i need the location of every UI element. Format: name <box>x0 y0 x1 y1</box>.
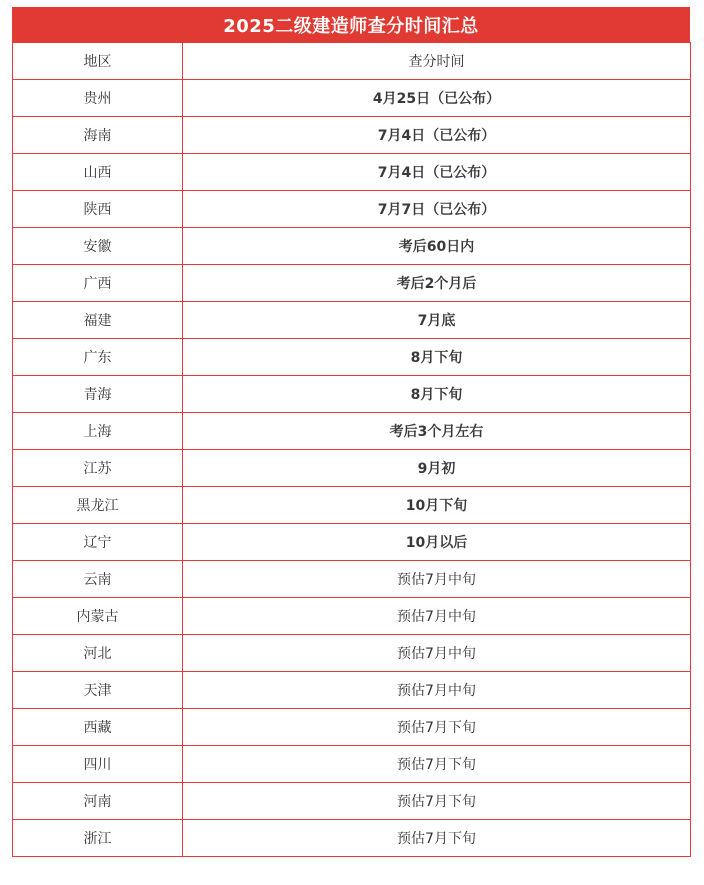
time-cell: 9月初 <box>183 450 691 487</box>
time-cell: 8月下旬 <box>183 339 691 376</box>
header-region: 地区 <box>13 43 183 80</box>
schedule-body <box>13 43 691 857</box>
header-time: 查分时间 <box>183 43 691 80</box>
schedule-grid <box>12 42 691 857</box>
region-cell: 天津 <box>13 672 183 709</box>
table-row <box>13 80 691 117</box>
table-title: 2025二级建造师查分时间汇总 <box>12 7 690 42</box>
table-row <box>13 561 691 598</box>
table-row <box>13 672 691 709</box>
header-row <box>13 43 691 80</box>
region-cell: 海南 <box>13 117 183 154</box>
table-row <box>13 413 691 450</box>
table-row <box>13 339 691 376</box>
table-row <box>13 450 691 487</box>
time-cell: 7月4日（已公布） <box>183 154 691 191</box>
region-cell: 陕西 <box>13 191 183 228</box>
table-row <box>13 709 691 746</box>
score-schedule-table <box>12 7 690 857</box>
region-cell: 内蒙古 <box>13 598 183 635</box>
time-cell: 预估7月下旬 <box>183 746 691 783</box>
table-row <box>13 302 691 339</box>
time-cell: 预估7月中旬 <box>183 561 691 598</box>
region-cell: 西藏 <box>13 709 183 746</box>
region-cell: 黑龙江 <box>13 487 183 524</box>
region-cell: 福建 <box>13 302 183 339</box>
table-row <box>13 487 691 524</box>
region-cell: 青海 <box>13 376 183 413</box>
region-cell: 安徽 <box>13 228 183 265</box>
time-cell: 考后60日内 <box>183 228 691 265</box>
time-cell: 4月25日（已公布） <box>183 80 691 117</box>
time-cell: 预估7月中旬 <box>183 635 691 672</box>
region-cell: 江苏 <box>13 450 183 487</box>
table-row <box>13 117 691 154</box>
table-row <box>13 524 691 561</box>
time-cell: 7月7日（已公布） <box>183 191 691 228</box>
region-cell: 河北 <box>13 635 183 672</box>
region-cell: 贵州 <box>13 80 183 117</box>
table-row <box>13 265 691 302</box>
region-cell: 广东 <box>13 339 183 376</box>
time-cell: 预估7月中旬 <box>183 672 691 709</box>
time-cell: 考后3个月左右 <box>183 413 691 450</box>
table-row <box>13 154 691 191</box>
table-row <box>13 228 691 265</box>
time-cell: 10月下旬 <box>183 487 691 524</box>
region-cell: 山西 <box>13 154 183 191</box>
time-cell: 预估7月下旬 <box>183 820 691 857</box>
time-cell: 7月底 <box>183 302 691 339</box>
region-cell: 辽宁 <box>13 524 183 561</box>
table-row <box>13 598 691 635</box>
region-cell: 四川 <box>13 746 183 783</box>
time-cell: 8月下旬 <box>183 376 691 413</box>
time-cell: 预估7月中旬 <box>183 598 691 635</box>
table-row <box>13 783 691 820</box>
region-cell: 云南 <box>13 561 183 598</box>
region-cell: 上海 <box>13 413 183 450</box>
table-row <box>13 376 691 413</box>
region-cell: 河南 <box>13 783 183 820</box>
time-cell: 10月以后 <box>183 524 691 561</box>
time-cell: 预估7月下旬 <box>183 783 691 820</box>
table-row <box>13 820 691 857</box>
table-row <box>13 191 691 228</box>
table-row <box>13 746 691 783</box>
table-row <box>13 635 691 672</box>
region-cell: 广西 <box>13 265 183 302</box>
region-cell: 浙江 <box>13 820 183 857</box>
time-cell: 考后2个月后 <box>183 265 691 302</box>
time-cell: 预估7月下旬 <box>183 709 691 746</box>
time-cell: 7月4日（已公布） <box>183 117 691 154</box>
